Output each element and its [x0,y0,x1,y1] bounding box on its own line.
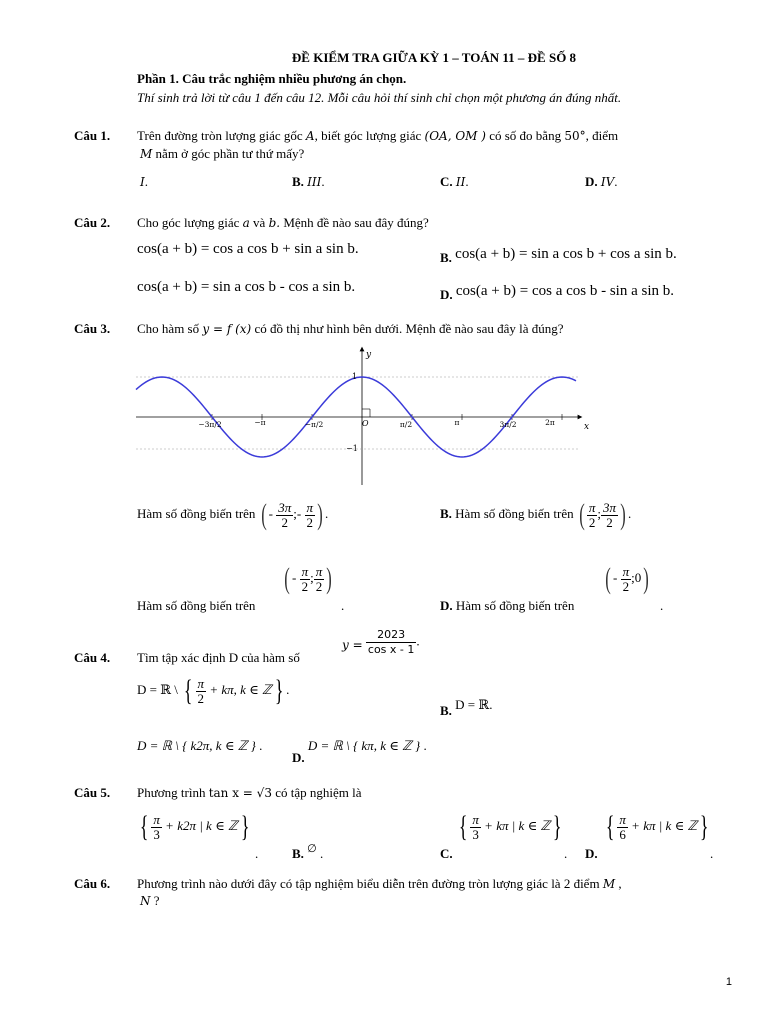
part-heading: Phần 1. Câu trắc nghiệm nhiều phương án chọn. [137,71,407,86]
q4-denominator: cos x - 1 [367,643,415,656]
q5-a-suffix: + k2π | k ∈ ℤ [165,817,238,833]
question-3-label: Câu 3. [74,321,111,336]
q1-option-c[interactable]: C. II. [440,174,469,189]
question-1-text-line1 [137,128,618,144]
q2-var-a: a [242,216,250,230]
q4-option-b[interactable] [440,697,493,719]
q5-option-c-label-wrap[interactable] [440,846,453,862]
instruction-text: Thí sinh trả lời từ câu 1 đến câu 12. Mỗi câu hỏi thí sinh chỉ chọn một phương án đúng nhất. [137,90,622,105]
y-axis-label: y [366,350,372,360]
q4-numerator: 2023 [366,628,416,643]
q6-question-mark: ? [153,893,160,908]
q6-var-n: N [140,894,151,908]
q3-text-b: có đồ thị như hình bên dưới. Mệnh đề nào sau đây là đúng? [254,321,564,336]
question-6-text-line1 [137,876,622,892]
q3-a-num1: 3π [278,499,292,515]
q3-c-num2: π [315,563,323,579]
exam-title: ĐỀ KIỂM TRA GIỮA KỲ 1 – TOÁN 11 – ĐỀ SỐ 8 [291,50,577,65]
q4-text-b: của hàm số [241,650,300,665]
q5-a-num: π [153,811,160,827]
q3-option-b[interactable]: B. Hàm số đồng biến trên ( $\frac{\pi}{2}$ ; $\frac{3\pi}{2}$ ) . [440,498,632,531]
question-3-text [137,321,564,337]
q1-var-a: A [305,129,315,143]
q5-d-suffix: + kπ | k ∈ ℤ [631,817,698,833]
q6-comma: , [618,876,622,891]
q1-text-c: có số đo bằng [489,128,562,143]
q3-b-num2: 3π [602,499,616,515]
tick-label-neg-pi-2: −π/2 [304,420,324,429]
q5-d-num: π [619,811,626,827]
q2-option-c[interactable]: cos(a + b) = sin a cos b - cos a sin b. [137,279,356,295]
q3-b-den2: 2 [606,514,613,530]
q4-function: y = $\frac{2023}{\text{cos x - 1}}$ . [342,628,420,656]
q1-var-m: M [140,147,153,161]
q1-angle: (OA, OM ) [424,129,486,143]
question-1-label: Câu 1. [74,128,111,143]
x-axis-label: x [584,422,590,432]
function-graph [130,343,590,488]
q1-option-c-value: II [455,175,466,189]
q3-c-den2: 2 [315,578,323,594]
q1-option-c-label: C. [440,174,453,189]
q5-text-b: có tập nghiệm là [275,785,362,800]
origin-label: O [362,419,369,428]
q1-text-e: nằm ở góc phần tư thứ mấy? [155,146,305,161]
q3-option-a-text: Hàm số đồng biến trên [137,505,256,521]
tick-label-pi: π [454,418,460,427]
q3-a-num2: π [306,499,314,515]
q5-option-c[interactable]: { $\frac{\pi}{3}$ + kπ | k ∈ ℤ} [458,810,562,843]
question-2-text [137,215,429,231]
q2-option-a[interactable]: cos(a + b) = cos a cos b + sin a sin b. [137,241,359,257]
q5-option-a[interactable]: { $\frac{\pi}{3}$ + k2π | k ∈ ℤ} [139,810,250,843]
q2-var-b: b. [268,216,281,230]
q6-text-a: Phương trình nào dưới đây có tập nghiệm biểu diễn trên đường tròn lượng giác là 2 điểm [137,876,600,891]
question-2-label: Câu 2. [74,215,111,230]
q1-option-d-label: D. [585,174,598,189]
page-number: 1 [725,976,732,988]
q3-c-num1: π [301,563,309,579]
q4-option-c-value: D = ℝ \ { k2π, k ∈ ℤ } [137,738,256,753]
q4-option-b-value: D = ℝ. [455,697,493,712]
q5-c-num: π [472,811,479,827]
q2-option-b[interactable] [440,246,677,263]
q4-option-c[interactable]: D = ℝ \ { k2π, k ∈ ℤ } . [137,738,263,753]
q4-option-d-label: D. [292,750,305,765]
q5-option-b-label: B. [292,846,304,861]
question-6-label: Câu 6. [74,876,111,891]
q5-option-b[interactable]: B. ∅ . [292,843,324,861]
q3-d-zero: 0 [634,569,642,585]
q1-text-b: , biết góc lượng giác [314,128,422,143]
q5-option-c-label: C. [440,846,453,861]
q4-a-frac-den: 2 [197,690,205,706]
q3-option-d-label: D. [440,598,453,613]
q4-text-a: Tìm tập xác định [137,650,226,665]
question-5-text [137,785,362,801]
tick-label-pi-2: π/2 [399,420,413,429]
q1-option-a-value: I [140,175,145,189]
q3-option-d[interactable] [440,598,574,614]
q1-text-a: Trên đường tròn lượng giác gốc [137,128,303,143]
q1-option-b-value: III [307,175,322,189]
q6-var-m: M [602,877,616,891]
q2-option-d-label: D. [440,287,453,302]
q5-d-den: 6 [619,826,626,842]
q2-option-b-value: cos(a + b) = sin a cos b + cos a sin b. [455,246,677,262]
q4-var-d: D [228,650,239,665]
q4-a-suffix: + kπ, k ∈ ℤ [209,681,272,697]
q5-c-den: 3 [472,826,479,842]
q3-func: y = f (x) [202,322,252,336]
tick-label-neg-3pi-2: −3π/2 [198,420,222,429]
q1-measure: 50° [564,129,586,143]
tick-label-neg-pi: −π [254,418,266,427]
q5-option-d[interactable]: { $\frac{\pi}{6}$ + kπ | k ∈ ℤ} [605,810,709,843]
y-tick-one: 1 [352,372,358,381]
q5-option-d-label: D. [585,846,598,861]
q4-option-d[interactable]: D. D = ℝ \ { kπ, k ∈ ℤ } . [292,738,427,765]
q1-text-d: , điểm [585,128,619,143]
q3-option-a[interactable]: Hàm số đồng biến trên ( - $\frac{3\pi}{2}$ ;- $\frac{\pi}{2}$ ) . [137,498,329,531]
q1-option-b-label: B. [292,174,304,189]
q5-option-b-value: ∅ [307,843,317,855]
q3-option-d-text: Hàm số đồng biến trên [455,598,575,613]
tick-label-3pi-2: 3π/2 [499,420,517,429]
q4-option-b-label: B. [440,703,452,718]
q5-a-den: 3 [153,826,160,842]
q3-option-d-interval: ( - $\frac{\pi}{2}$ ;0) [605,562,649,595]
q5-text-a: Phương trình [137,785,206,800]
q1-option-a[interactable]: I. [140,174,148,189]
q1-option-d-value: IV [600,175,615,189]
q1-option-b[interactable]: B. III. [292,174,325,189]
tick-label-2pi: 2π [545,418,555,427]
q3-option-c-text[interactable]: Hàm số đồng biến trên [137,598,256,613]
q3-b-den1: 2 [588,514,596,530]
q3-a-den1: 2 [281,514,289,530]
q3-option-c-interval: ( - $\frac{\pi}{2}$ ; $\frac{\pi}{2}$ ) [284,562,332,595]
q3-option-b-text: Hàm số đồng biến trên [455,505,574,521]
q5-option-d-label-wrap[interactable] [585,846,598,862]
q2-and: và [253,215,266,230]
q2-text-a: Cho góc lượng giác [137,215,240,230]
q4-option-a[interactable]: D = ℝ \ { $\frac{\pi}{2}$ + kπ, k ∈ ℤ} . [137,674,290,707]
q3-text-a: Cho hàm số [137,321,200,336]
q4-a-prefix: D = ℝ \ [137,681,178,697]
q4-y-eq: y = [342,638,363,653]
q1-option-d[interactable]: D. IV. [585,174,618,189]
q3-c-den1: 2 [301,578,309,594]
q2-text-b: Mệnh đề nào sau đây đúng? [283,215,429,230]
q4-option-d-value: D = ℝ \ { kπ, k ∈ ℤ } [307,738,421,753]
q3-a-den2: 2 [306,514,313,530]
question-1-text-line2 [140,146,304,162]
q3-option-b-label: B. [440,505,452,521]
q2-option-d-value: cos(a + b) = cos a cos b - sin a sin b. [455,283,675,299]
q3-d-num: π [622,563,630,579]
q5-c-suffix: + kπ | k ∈ ℤ [484,817,551,833]
q2-option-b-label: B. [440,250,452,265]
question-4-text [137,650,300,666]
question-5-label: Câu 5. [74,785,111,800]
q5-equation: tan x = √3 [208,786,272,800]
question-6-text-line2 [140,893,160,909]
question-4-label: Câu 4. [74,650,111,665]
q3-b-num1: π [588,499,596,515]
q2-option-d[interactable] [440,283,674,300]
y-tick-neg-one: −1 [346,444,358,453]
q3-d-den: 2 [622,578,630,594]
q4-a-frac-num: π [197,675,205,691]
